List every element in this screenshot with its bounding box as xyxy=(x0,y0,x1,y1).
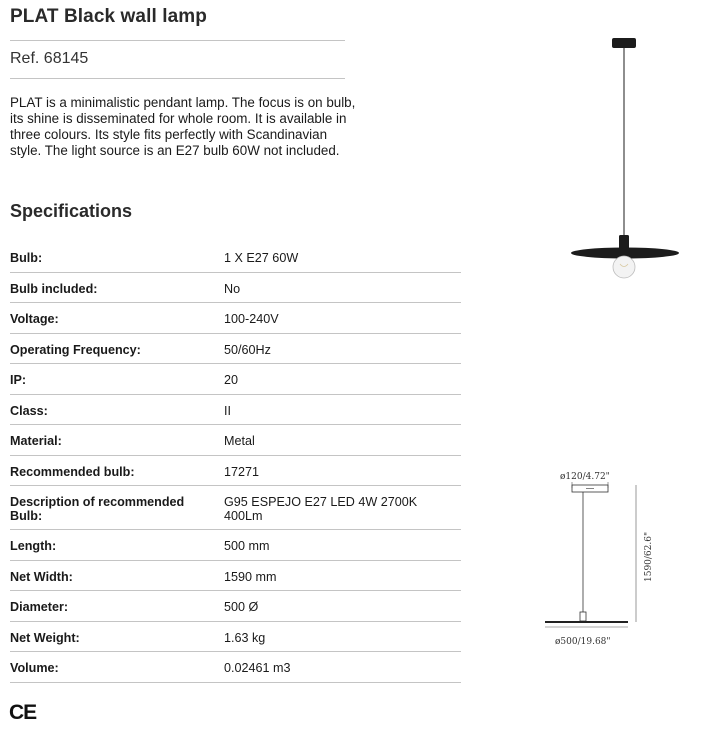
spec-key: IP: xyxy=(10,373,27,387)
spec-key: Class: xyxy=(10,403,48,418)
spec-key: Bulb: xyxy=(10,251,43,265)
ref-divider xyxy=(10,78,345,79)
spec-row-net-weight xyxy=(10,622,461,653)
spec-row-net-width xyxy=(10,561,461,592)
product-title: PLAT Black wall lamp xyxy=(10,6,207,27)
lamp-photo xyxy=(565,35,685,285)
specifications-table xyxy=(10,242,461,683)
spec-row-diameter xyxy=(10,591,461,622)
title-divider xyxy=(10,40,345,41)
spec-key: Material: xyxy=(10,434,62,448)
canopy-dimension: ø120/4.72" xyxy=(560,472,610,482)
drawing-socket xyxy=(580,612,586,621)
specifications-heading: Specifications xyxy=(10,201,133,221)
shade-dimension: ø500/19.68" xyxy=(555,637,611,647)
spec-row-material xyxy=(10,425,461,456)
spec-key: Diameter: xyxy=(10,600,69,614)
spec-value: II xyxy=(224,403,231,418)
spec-key: Voltage: xyxy=(10,312,59,326)
spec-key: Net Weight: xyxy=(10,630,80,645)
spec-row-frequency xyxy=(10,334,461,365)
spec-key: Length: xyxy=(10,539,57,553)
height-dimension: 1590/62.6" xyxy=(644,531,654,582)
ce-mark: CE xyxy=(9,701,37,724)
spec-row-bulb xyxy=(10,242,461,273)
spec-value: G95 ESPEJO E27 LED 4W 2700K 400Lm xyxy=(224,495,418,523)
spec-value: 17271 xyxy=(224,464,260,479)
lamp-bulb xyxy=(613,256,635,278)
spec-row-recommended-bulb xyxy=(10,456,461,487)
spec-key: Operating Frequency: xyxy=(10,342,141,357)
spec-value: 20 xyxy=(224,373,239,387)
spec-value: 100-240V xyxy=(224,312,279,326)
spec-key: Net Width: xyxy=(10,569,73,584)
spec-row-ip xyxy=(10,364,461,395)
spec-value: No xyxy=(224,281,241,296)
product-description: PLAT is a minimalistic pendant lamp. The focus is on bulb, its shine is disseminated for whole room. It is available in three colours. Its style fits perfectly with Scandinavian style. The light source is an E27 bulb 60W not included. xyxy=(10,95,356,158)
spec-value: 0.02461 m3 xyxy=(224,661,291,675)
spec-row-class xyxy=(10,395,461,426)
dimension-drawing xyxy=(535,462,665,652)
spec-value: 1 X E27 60W xyxy=(224,251,299,265)
spec-key: Description of recommended Bulb: xyxy=(10,495,185,523)
spec-row-length xyxy=(10,530,461,561)
spec-key: Bulb included: xyxy=(10,281,98,296)
spec-value: 1.63 kg xyxy=(224,630,266,645)
spec-row-voltage xyxy=(10,303,461,334)
spec-row-bulb-description xyxy=(10,486,461,530)
lamp-canopy xyxy=(612,38,636,48)
spec-value: 500 mm xyxy=(224,539,270,553)
spec-value: Metal xyxy=(224,434,255,448)
spec-key: Recommended bulb: xyxy=(10,464,135,479)
product-reference: Ref. 68145 xyxy=(10,50,89,67)
spec-value: 1590 mm xyxy=(224,569,277,584)
spec-value: 500 Ø xyxy=(224,600,259,614)
spec-value: 50/60Hz xyxy=(224,342,271,357)
spec-key: Volume: xyxy=(10,661,59,675)
spec-row-bulb-included xyxy=(10,273,461,304)
spec-row-volume xyxy=(10,652,461,683)
